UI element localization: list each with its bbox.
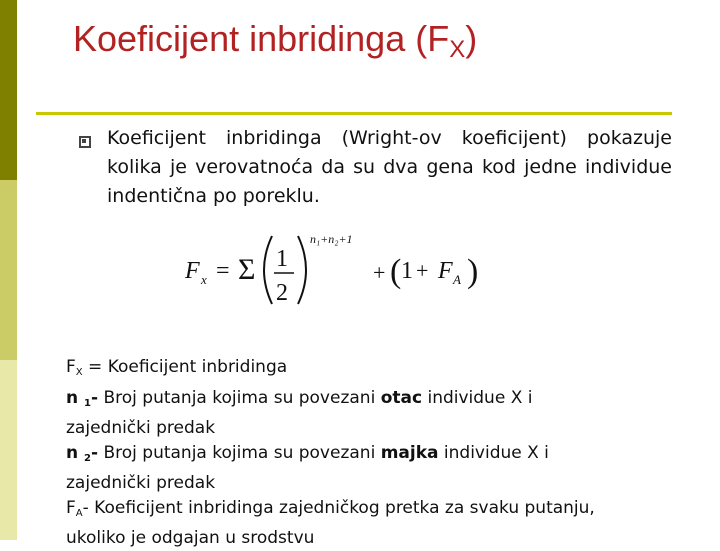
formula-plus: +	[373, 260, 386, 285]
formula-fa: F	[438, 258, 453, 284]
formula-numerator: 1	[276, 246, 288, 272]
inbreeding-formula	[180, 228, 500, 310]
def-subscript: 2	[84, 452, 91, 464]
def-symbol: n	[66, 442, 85, 463]
def-bold: majka	[380, 442, 439, 463]
def-dash: -	[91, 387, 99, 408]
definition-n1-cont: zajednički predak	[66, 418, 216, 438]
formula-right-paren	[298, 236, 306, 304]
def-text: = Koeficijent inbridinga	[82, 357, 288, 377]
def-text-end: individue X i	[422, 387, 533, 408]
def-symbol: F	[66, 357, 76, 377]
def-text: - Koeficijent inbridinga zajedničkog pretka za svaku putanju,	[82, 497, 595, 518]
def-subscript: 1	[84, 397, 91, 409]
formula-lhs-sub: x	[201, 272, 207, 287]
side-bar-dark	[0, 0, 17, 180]
def-bold: otac	[380, 387, 423, 408]
formula-paren-close: )	[467, 253, 479, 290]
definitions-block	[66, 355, 706, 551]
formula-paren-open: (	[390, 253, 402, 290]
formula-one: 1	[401, 258, 413, 284]
side-bar-light	[0, 360, 17, 540]
formula-left-paren	[264, 236, 272, 304]
formula-exponent: n₁+n₂+1	[310, 232, 353, 246]
def-subscript: X	[75, 367, 83, 378]
formula-fa-sub: A	[453, 272, 461, 287]
definition-n1	[66, 386, 706, 417]
title-close: )	[465, 18, 478, 59]
square-bullet-icon	[79, 136, 91, 148]
definition-fx	[66, 355, 706, 386]
def-text-end: individue X i	[438, 442, 549, 463]
side-bar-mid	[0, 180, 17, 360]
bullet-text: Koeficijent inbridinga (Wright-ov koeficijent) pokazuje kolika je verovatnoća da su dva gena kod jedne individue indentična po poreklu.	[107, 127, 672, 207]
def-dash: -	[91, 442, 99, 463]
def-symbol: F	[66, 497, 76, 518]
def-text: Broj putanja kojima su povezani	[98, 442, 381, 463]
formula-sum: Σ	[238, 253, 256, 286]
definition-n2	[66, 441, 706, 472]
title-divider	[36, 112, 672, 115]
slide-title	[73, 18, 477, 64]
def-text: Broj putanja kojima su povezani	[98, 387, 381, 408]
def-subscript: A	[75, 507, 83, 519]
definition-fa	[66, 496, 706, 527]
title-subscript: X	[449, 36, 466, 63]
definition-fa-cont: ukoliko je odgajan u srodstvu	[66, 528, 315, 548]
formula-plus-2: +	[416, 258, 429, 283]
formula-denominator: 2	[276, 280, 288, 306]
definition-n2-cont: zajednički predak	[66, 473, 216, 493]
formula-lhs: F	[185, 258, 200, 284]
formula-equals: =	[216, 258, 230, 284]
def-symbol: n	[66, 387, 85, 408]
title-main: Koeficijent inbridinga (F	[73, 18, 450, 59]
